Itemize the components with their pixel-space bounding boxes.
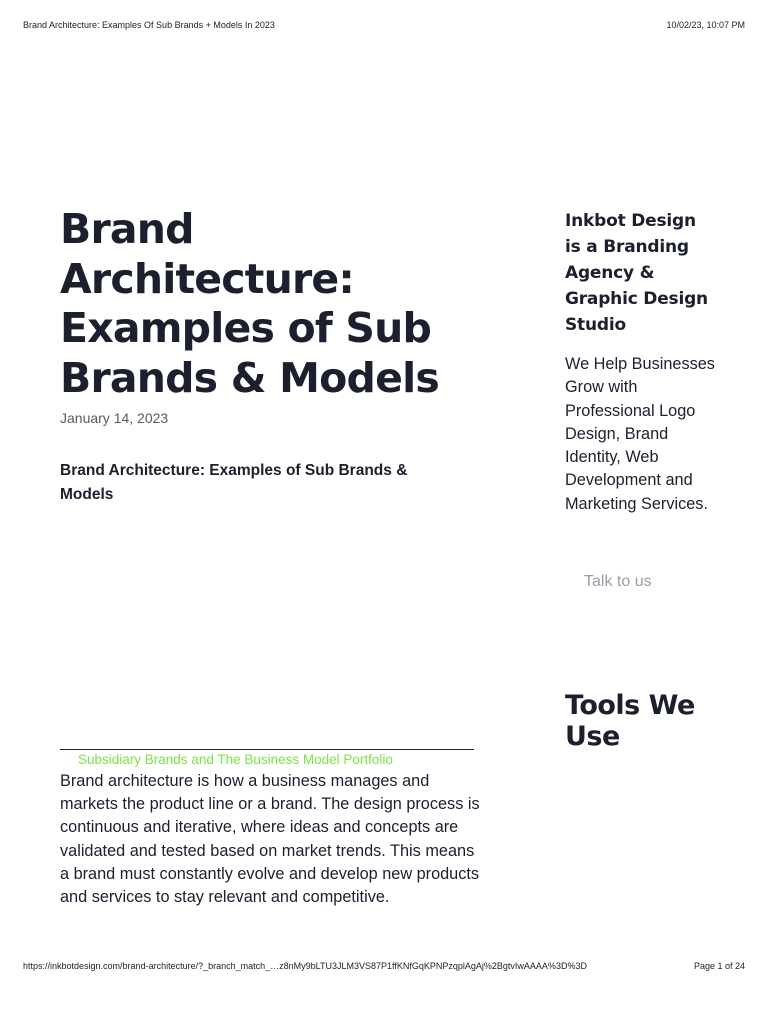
print-header: [23, 20, 745, 30]
article-title: Brand Architecture: Examples of Sub Brands & Models: [60, 205, 439, 402]
print-footer: [23, 961, 745, 971]
sidebar-description: We Help Businesses Grow with Professional Logo Design, Brand Identity, Web Development and Marketing Services.: [565, 355, 715, 513]
table-of-contents: [60, 749, 474, 769]
print-footer-page: Page 1 of 24: [693, 961, 745, 971]
article-date: January 14, 2023: [60, 410, 169, 426]
print-footer-url: https://inkbotdesign.com/brand-architecture/?_branch_match_…z8nMy9bLTU3JLM3VS87P1ffKNfGqKPNPzqplAgAj%2BgtvIwAAAA%3D%3D: [23, 961, 587, 971]
article-subheading: Brand Architecture: Examples of Sub Brands & Models: [60, 462, 408, 503]
print-header-title: Brand Architecture: Examples Of Sub Brands + Models In 2023: [23, 20, 275, 30]
toc-link-subsidiary-brands[interactable]: Subsidiary Brands and The Business Model Portfolio: [78, 752, 393, 767]
article-intro-paragraph: Brand architecture is how a business manages and markets the product line or a brand. The design process is continuous and iterative, where ideas and concepts are validated and tested based on market trends. This means a brand must constantly evolve and develop new products and services to stay relevant and competitive.: [60, 772, 480, 907]
sidebar-heading: Inkbot Design is a Branding Agency & Graphic Design Studio: [565, 211, 708, 335]
print-header-datetime: 10/02/23, 10:07 PM: [666, 20, 745, 30]
talk-to-us-link[interactable]: Talk to us: [584, 573, 652, 590]
tools-heading: Tools We Use: [565, 690, 695, 752]
